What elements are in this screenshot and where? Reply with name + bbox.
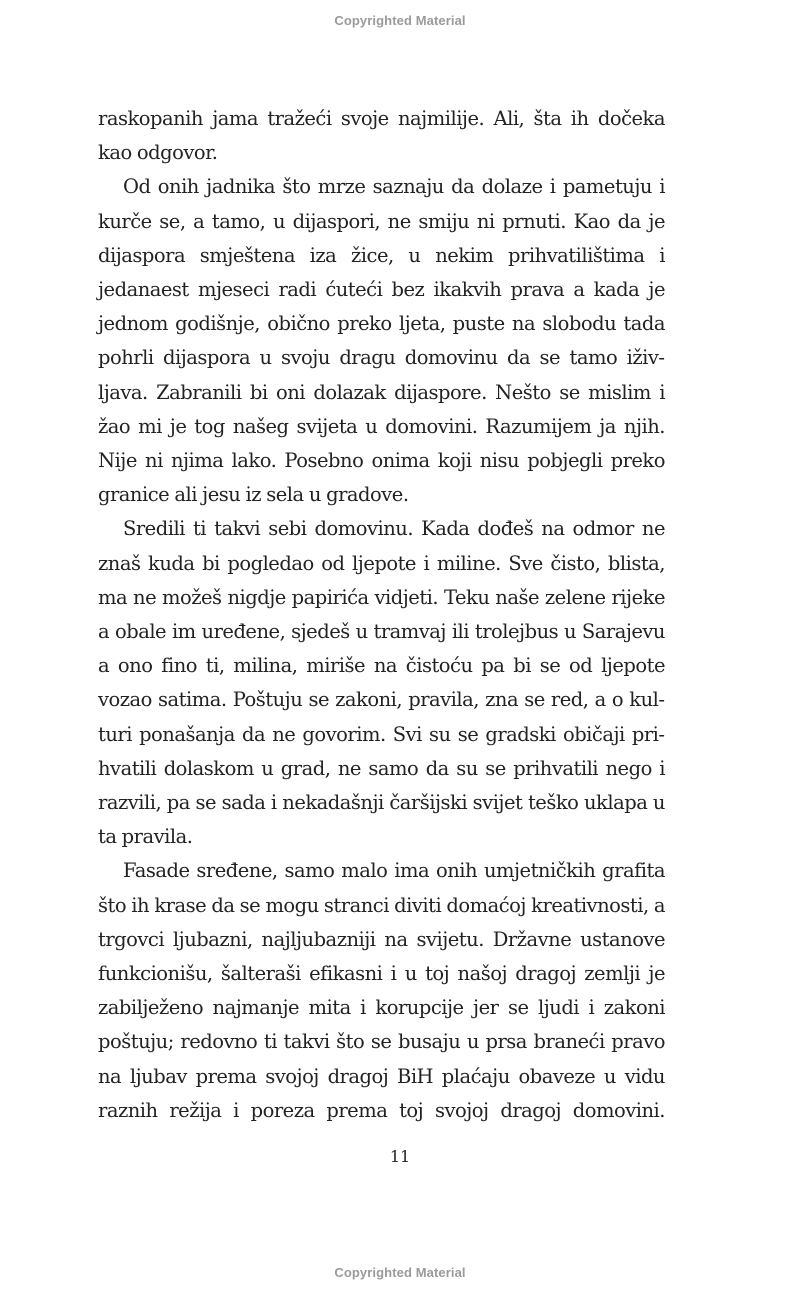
paragraph: Fasade sređene, samo malo ima onih umjetničkih grafita što ih krase da se mogu stranci diviti domaćoj kreativnosti, a trgovci ljubazni, najljubazniji na svijetu. Državne ustanove funkcionišu, šalteraši efikasni i u toj našoj dragoj zemlji je zabilježeno najmanje mita i korupcije jer se ljudi i zakoni poštuju; redovno ti takvi što se busaju u prsa braneći pravo na ljubav prema svojoj dragoj BiH plaćaju obaveze u vidu raznih režija i poreza prema toj svojoj dragoj domovini. [98,859,665,1122]
paragraph-continued: raskopanih jama tražeći svoje najmilije. Ali, šta ih dočeka kao odgovor. [98,107,665,165]
body-text [98,102,665,1128]
page-number: 11 [389,1147,411,1166]
copyright-watermark-top: Copyrighted Material [334,13,466,28]
paragraph: Sredili ti takvi sebi domovinu. Kada dođeš na odmor ne znaš kuda bi pogledao od ljepote i miline. Sve čisto, blista, ma ne možeš nigdje papirića vidjeti. Teku naše zelene rijeke a obale im uređene, sjedeš u tramvaj ili trolejbus u Sarajevu a ono fino ti, milina, miriše na čistoću pa bi se od ljepote vozao satima. Poštuju se zakoni, pravila, zna se red, a o kulturi ponašanja da ne govorim. Svi su se gradski običaji prihvatili dolaskom u grad, ne samo da su se prihvatili nego i razvili, pa se sada i nekadašnji čaršijski svijet teško uklapa u ta pravila. [98,517,665,849]
paragraph: Od onih jadnika što mrze saznaju da dolaze i pametuju i kurče se, a tamo, u dijaspori, ne smiju ni prnuti. Kao da je dijaspora smještena iza žice, u nekim prihvatilištima i jedanaest mjeseci radi ćuteći bez ikakvih prava a kada je jednom godišnje, obično preko ljeta, puste na slobodu tada pohrli dijaspora u svoju dragu domovinu da se tamo iživljava. Zabranili bi oni dolazak dijaspore. Nešto se mislim i žao mi je tog našeg svijeta u domovini. Razumijem ja njih. Nije ni njima lako. Posebno onima koji nisu pobjegli preko granice ali jesu iz sela u gradove. [98,175,665,507]
copyright-watermark-bottom: Copyrighted Material [334,1265,466,1280]
